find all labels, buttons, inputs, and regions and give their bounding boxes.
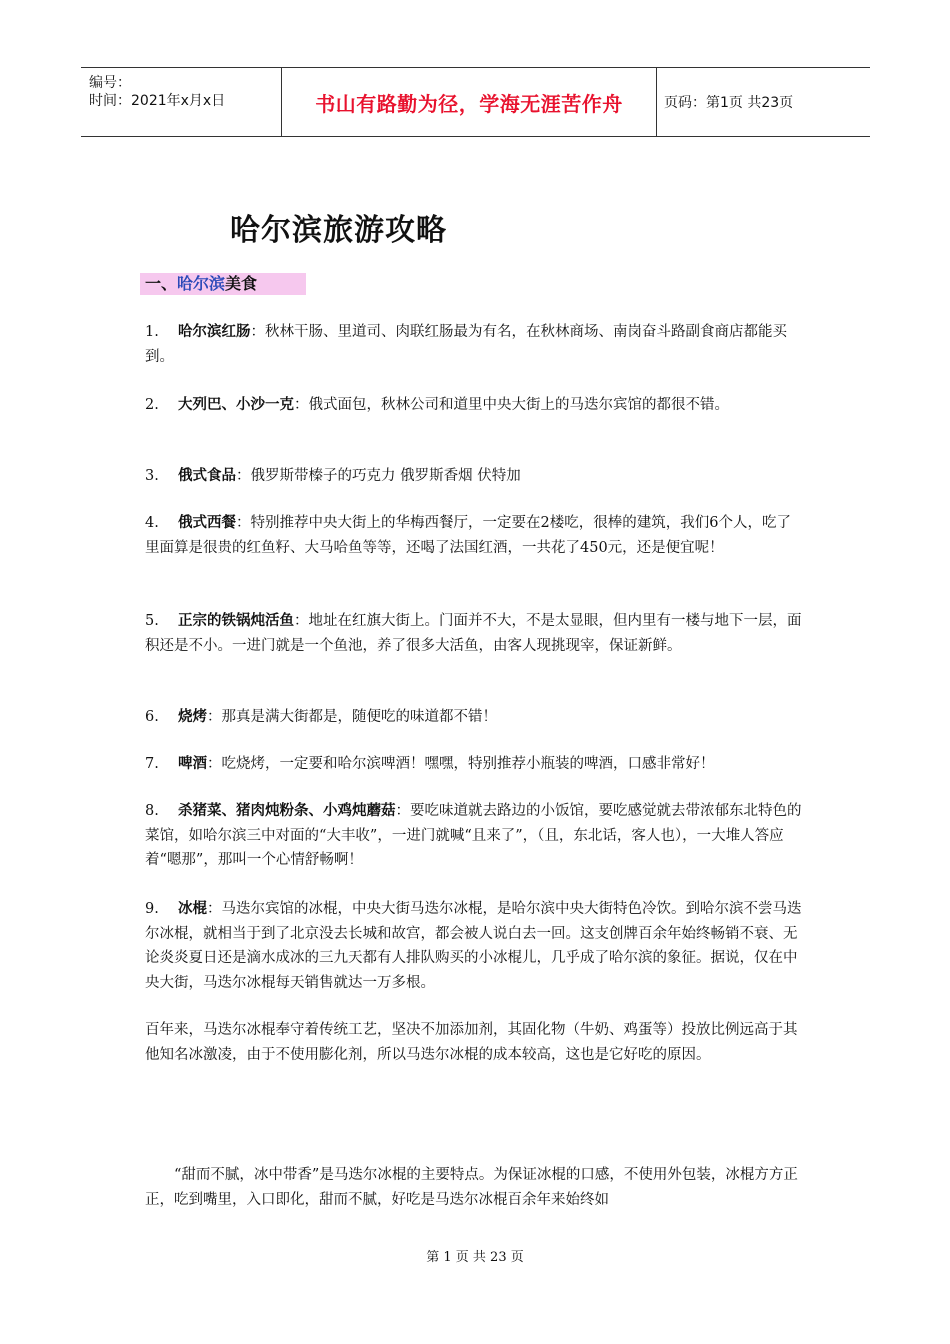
section-heading [140, 273, 306, 295]
header-table [81, 67, 870, 137]
item-text: ：俄罗斯带榛子的巧克力 俄罗斯香烟 伏特加 [236, 468, 521, 484]
item-term: 俄式西餐 [178, 515, 236, 531]
item-term: 烧烤 [178, 709, 207, 725]
item-term: 哈尔滨红肠 [178, 324, 251, 340]
header-page-info: 页码：第1页 共23页 [664, 95, 794, 111]
paragraph: “甜而不腻，冰中带香”是马迭尔冰棍的主要特点。为保证冰棍的口感，不使用外包装，冰棍方方正正，吃到嘴里，入口即化，甜而不腻，好吃是马迭尔冰棍百余年来始终如 [145, 1167, 798, 1208]
item-text: ：要吃味道就去路边的小饭馆，要吃感觉就去带浓郁东北特色的菜馆，如哈尔滨三中对面的“大丰收”，一进门就喊“且来了”，（且，东北话，客人也），一大堆人答应着“嗯那”，那叫一个心情舒畅啊！ [145, 803, 802, 868]
list-item: 6. 烧烤：那真是满大街都是，随便吃的味道都不错！ [145, 709, 497, 725]
list-item: 2. 大列巴、小沙一克：俄式面包，秋林公司和道里中央大街上的马迭尔宾馆的都很不错。 [145, 397, 729, 413]
item-term: 冰棍 [178, 901, 207, 917]
item-text: ：秋林干肠、里道司、肉联红肠最为有名，在秋林商场、南岗奋斗路副食商店都能买到。 [145, 324, 787, 365]
list-item: 9. 冰棍：马迭尔宾馆的冰棍，中央大街马迭尔冰棍，是哈尔滨中央大街特色冷饮。到哈尔滨不尝马迭尔冰棍，就相当于到了北京没去长城和故宫，都会被人说白去一回。这支创牌百余年始终畅销不衰、无论炎炎夏日还是滴水成冰的三九天都有人排队购买的小冰棍儿，几乎成了哈尔滨的象征。据说，仅在中央大街，马迭尔冰棍每天销售就达一万多根。 [145, 901, 802, 991]
page-footer: 第 1 页 共 23 页 [426, 1250, 524, 1265]
paragraph: 百年来，马迭尔冰棍奉守着传统工艺，坚决不加添加剂，其固化物（牛奶、鸡蛋等）投放比例远高于其他知名冰激凌，由于不使用膨化剂，所以马迭尔冰棍的成本较高，这也是它好吃的原因。 [145, 1022, 798, 1063]
list-item: 3. 俄式食品：俄罗斯带榛子的巧克力 俄罗斯香烟 伏特加 [145, 468, 521, 484]
item-term: 大列巴、小沙一克 [178, 397, 294, 413]
item-term: 杀猪菜、猪肉炖粉条、小鸡炖蘑菇 [178, 803, 396, 819]
item-text: ：地址在红旗大街上。门面并不大，不是太显眼，但内里有一楼与地下一层，面积还是不小。一进门就是一个鱼池，养了很多大活鱼，由客人现挑现宰，保证新鲜。 [145, 613, 802, 654]
time-label: 时间：2021年x月x日 [89, 93, 226, 109]
item-text: ：特别推荐中央大街上的华梅西餐厅，一定要在2楼吃，很棒的建筑，我们6个人，吃了里面算是很贵的红鱼籽、大马哈鱼等等，还喝了法国红酒，一共花了450元，还是便宜呢！ [145, 515, 791, 556]
list-item: 1. 哈尔滨红肠：秋林干肠、里道司、肉联红肠最为有名，在秋林商场、南岗奋斗路副食商店都能买到。 [145, 324, 787, 365]
item-text: ：马迭尔宾馆的冰棍，中央大街马迭尔冰棍，是哈尔滨中央大街特色冷饮。到哈尔滨不尝马迭尔冰棍，就相当于到了北京没去长城和故宫，都会被人说白去一回。这支创牌百余年始终畅销不衰、无论炎炎夏日还是滴水成冰的三九天都有人排队购买的小冰棍儿，几乎成了哈尔滨的象征。据说，仅在中央大街，马迭尔冰棍每天销售就达一万多根。 [145, 901, 802, 991]
list-item: 5. 正宗的铁锅炖活鱼：地址在红旗大街上。门面并不大，不是太显眼，但内里有一楼与地下一层，面积还是不小。一进门就是一个鱼池，养了很多大活鱼，由客人现挑现宰，保证新鲜。 [145, 613, 802, 654]
section-highlight: 哈尔滨 [177, 274, 226, 293]
header-meta-cell [81, 68, 281, 136]
document-title: 哈尔滨旅游攻略 [230, 213, 447, 248]
item-term: 啤酒 [178, 756, 207, 772]
header-motto: 书山有路勤为径，学海无涯苦作舟 [281, 68, 657, 136]
section-prefix: 一、 [145, 274, 178, 293]
section-suffix: 美食 [225, 274, 258, 293]
item-term: 正宗的铁锅炖活鱼 [178, 613, 294, 629]
item-text: ：俄式面包，秋林公司和道里中央大街上的马迭尔宾馆的都很不错。 [294, 397, 729, 413]
list-item: 8. 杀猪菜、猪肉炖粉条、小鸡炖蘑菇：要吃味道就去路边的小饭馆，要吃感觉就去带浓郁东北特色的菜馆，如哈尔滨三中对面的“大丰收”，一进门就喊“且来了”，（且，东北话，客人也），一大堆人答应着“嗯那”，那叫一个心情舒畅啊！ [145, 803, 802, 868]
code-label: 编号： [89, 75, 131, 91]
item-text: ：那真是满大街都是，随便吃的味道都不错！ [207, 709, 497, 725]
item-term: 俄式食品 [178, 468, 236, 484]
item-text: ：吃烧烤，一定要和哈尔滨啤酒！嘿嘿，特别推荐小瓶装的啤酒，口感非常好！ [207, 756, 715, 772]
list-item: 4. 俄式西餐：特别推荐中央大街上的华梅西餐厅，一定要在2楼吃，很棒的建筑，我们6个人，吃了里面算是很贵的红鱼籽、大马哈鱼等等，还喝了法国红酒，一共花了450元，还是便宜呢！ [145, 515, 791, 556]
list-item: 7. 啤酒：吃烧烤，一定要和哈尔滨啤酒！嘿嘿，特别推荐小瓶装的啤酒，口感非常好！ [145, 756, 715, 772]
